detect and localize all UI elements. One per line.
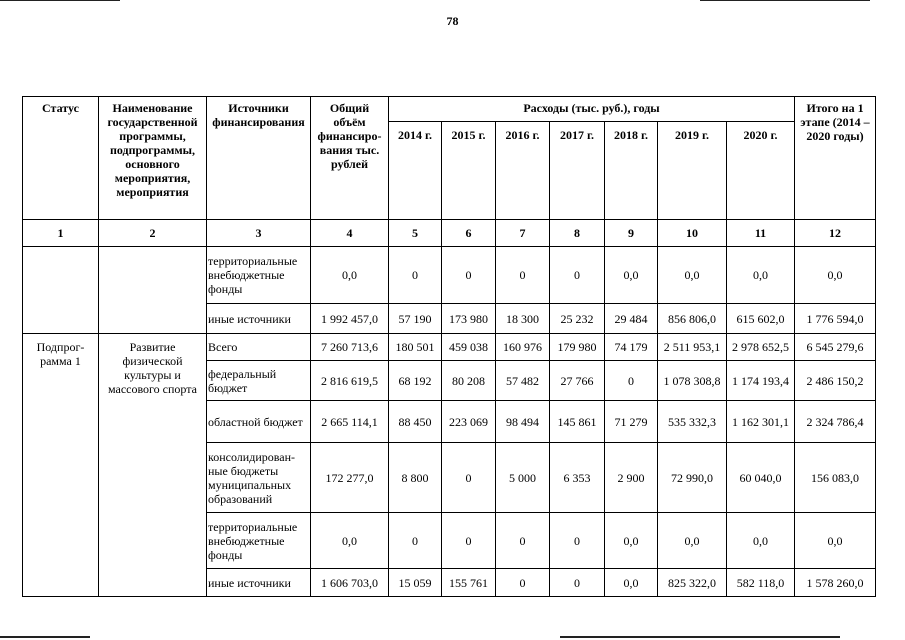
value-cell: 0,0 (605, 569, 658, 597)
program-name-cell-empty (99, 247, 207, 334)
value-cell: 180 501 (389, 334, 442, 361)
header-total-volume: Общий объём финансиро-вания тыс. рублей (311, 97, 389, 220)
table-row (23, 247, 876, 304)
source-cell: иные источники (207, 569, 311, 597)
value-cell: 0 (442, 443, 496, 513)
header-year: 2020 г. (727, 122, 795, 220)
value-cell: 29 484 (605, 304, 658, 334)
financing-table (22, 96, 876, 597)
subprogram-status: Подпрог-рамма 1 (23, 334, 99, 597)
scan-artifact-bottom-left (0, 636, 90, 638)
column-number: 2 (99, 220, 207, 247)
page-number: 78 (446, 14, 459, 28)
value-cell: 173 980 (442, 304, 496, 334)
value-cell: 0 (442, 513, 496, 569)
status-cell-empty (23, 247, 99, 334)
value-cell: 0,0 (311, 513, 389, 569)
value-cell: 156 083,0 (795, 443, 876, 513)
value-cell: 60 040,0 (727, 443, 795, 513)
value-cell: 2 900 (605, 443, 658, 513)
value-cell: 2 816 619,5 (311, 361, 389, 401)
value-cell: 6 353 (550, 443, 605, 513)
value-cell: 2 511 953,1 (658, 334, 727, 361)
value-cell: 615 602,0 (727, 304, 795, 334)
column-number-row (23, 220, 876, 247)
value-cell: 72 990,0 (658, 443, 727, 513)
column-number: 3 (207, 220, 311, 247)
value-cell: 825 322,0 (658, 569, 727, 597)
column-number: 11 (727, 220, 795, 247)
column-number: 10 (658, 220, 727, 247)
value-cell: 0,0 (727, 247, 795, 304)
value-cell: 459 038 (442, 334, 496, 361)
value-cell: 0 (496, 513, 550, 569)
header-year: 2016 г. (496, 122, 550, 220)
value-cell: 2 665 114,1 (311, 401, 389, 443)
column-number: 12 (795, 220, 876, 247)
value-cell: 0,0 (727, 513, 795, 569)
value-cell: 1 606 703,0 (311, 569, 389, 597)
value-cell: 0,0 (311, 247, 389, 304)
header-year: 2017 г. (550, 122, 605, 220)
value-cell: 0,0 (795, 513, 876, 569)
value-cell: 7 260 713,6 (311, 334, 389, 361)
value-cell: 98 494 (496, 401, 550, 443)
scan-artifact-top-right (700, 0, 870, 1)
value-cell: 2 486 150,2 (795, 361, 876, 401)
value-cell: 15 059 (389, 569, 442, 597)
column-number: 5 (389, 220, 442, 247)
column-number: 6 (442, 220, 496, 247)
value-cell: 5 000 (496, 443, 550, 513)
value-cell: 0,0 (795, 247, 876, 304)
scan-artifact-bottom-right (560, 636, 840, 638)
value-cell: 57 482 (496, 361, 550, 401)
value-cell: 27 766 (550, 361, 605, 401)
value-cell: 57 190 (389, 304, 442, 334)
source-cell: иные источники (207, 304, 311, 334)
value-cell: 0 (442, 247, 496, 304)
value-cell: 80 208 (442, 361, 496, 401)
value-cell: 0 (496, 569, 550, 597)
value-cell: 582 118,0 (727, 569, 795, 597)
value-cell: 0,0 (658, 247, 727, 304)
header-year: 2015 г. (442, 122, 496, 220)
value-cell: 1 992 457,0 (311, 304, 389, 334)
column-number: 8 (550, 220, 605, 247)
value-cell: 68 192 (389, 361, 442, 401)
value-cell: 2 324 786,4 (795, 401, 876, 443)
header-year: 2019 г. (658, 122, 727, 220)
value-cell: 0 (389, 513, 442, 569)
source-cell: территориальные внебюджетные фонды (207, 247, 311, 304)
header-program-name: Наименование государственной программы, подпрограммы, основного мероприятия, мероприятия (99, 97, 207, 220)
value-cell: 0 (550, 569, 605, 597)
column-number: 9 (605, 220, 658, 247)
source-cell: консолидирован-ные бюджеты муниципальных образований (207, 443, 311, 513)
value-cell: 0 (605, 361, 658, 401)
value-cell: 1 162 301,1 (727, 401, 795, 443)
value-cell: 145 861 (550, 401, 605, 443)
value-cell: 0 (389, 247, 442, 304)
value-cell: 0,0 (605, 513, 658, 569)
subprogram-name: Развитие физической культуры и массового спорта (99, 334, 207, 597)
value-cell: 1 578 260,0 (795, 569, 876, 597)
value-cell: 0,0 (605, 247, 658, 304)
table-row (23, 334, 876, 361)
value-cell: 25 232 (550, 304, 605, 334)
value-cell: 155 761 (442, 569, 496, 597)
value-cell: 535 332,3 (658, 401, 727, 443)
value-cell: 0 (496, 247, 550, 304)
value-cell: 856 806,0 (658, 304, 727, 334)
value-cell: 1 776 594,0 (795, 304, 876, 334)
value-cell: 0 (550, 513, 605, 569)
header-sources: Источники финансирования (207, 97, 311, 220)
value-cell: 18 300 (496, 304, 550, 334)
header-stage-total: Итого на 1 этапе (2014 – 2020 годы) (795, 97, 876, 220)
value-cell: 172 277,0 (311, 443, 389, 513)
value-cell: 160 976 (496, 334, 550, 361)
header-expenses-group: Расходы (тыс. руб.), годы (389, 97, 795, 122)
column-number: 7 (496, 220, 550, 247)
value-cell: 223 069 (442, 401, 496, 443)
value-cell: 0 (550, 247, 605, 304)
column-number: 1 (23, 220, 99, 247)
scan-artifact-top-left (0, 0, 120, 1)
value-cell: 1 078 308,8 (658, 361, 727, 401)
value-cell: 179 980 (550, 334, 605, 361)
header-year: 2014 г. (389, 122, 442, 220)
value-cell: 74 179 (605, 334, 658, 361)
value-cell: 1 174 193,4 (727, 361, 795, 401)
source-cell: территориальные внебюджетные фонды (207, 513, 311, 569)
header-row-1 (23, 97, 876, 122)
value-cell: 88 450 (389, 401, 442, 443)
value-cell: 2 978 652,5 (727, 334, 795, 361)
header-year: 2018 г. (605, 122, 658, 220)
column-number: 4 (311, 220, 389, 247)
value-cell: 71 279 (605, 401, 658, 443)
value-cell: 0,0 (658, 513, 727, 569)
value-cell: 8 800 (389, 443, 442, 513)
source-cell: федеральный бюджет (207, 361, 311, 401)
source-cell: Всего (207, 334, 311, 361)
source-cell: областной бюджет (207, 401, 311, 443)
header-status: Статус (23, 97, 99, 220)
value-cell: 6 545 279,6 (795, 334, 876, 361)
